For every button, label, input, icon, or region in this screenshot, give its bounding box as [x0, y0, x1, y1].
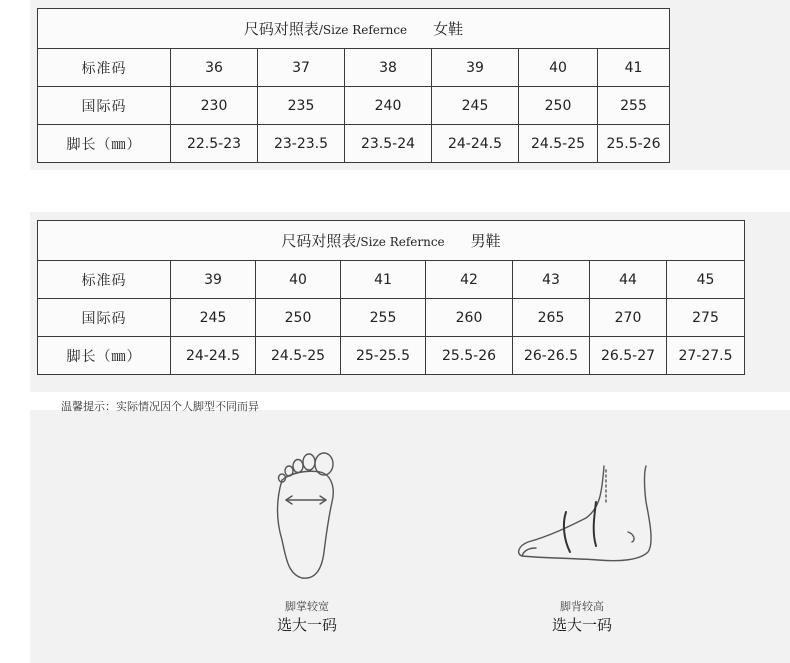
wide-foot-caption-big: 选大一码 [276, 616, 337, 634]
row-label: 标准码 [38, 49, 171, 87]
table-cell: 230 [171, 87, 258, 125]
title-sep: / [318, 23, 323, 37]
table-cell: 275 [667, 299, 745, 337]
high-instep-foot-icon [510, 462, 660, 572]
row-label: 脚长（㎜） [38, 337, 171, 375]
table-cell: 265 [513, 299, 590, 337]
table-cell: 42 [426, 261, 513, 299]
table-cell: 250 [519, 87, 598, 125]
table-cell: 38 [345, 49, 432, 87]
table-cell: 25.5-26 [598, 125, 670, 163]
row-label: 脚长（㎜） [38, 125, 171, 163]
table-cell: 24.5-25 [519, 125, 598, 163]
table-cell: 43 [513, 261, 590, 299]
table-cell: 40 [256, 261, 341, 299]
table-row [38, 261, 745, 299]
table-cell: 40 [519, 49, 598, 87]
title-en: Size Refernce [360, 235, 445, 249]
table-cell: 255 [341, 299, 426, 337]
title-sep: / [356, 235, 361, 249]
table-cell: 24.5-25 [256, 337, 341, 375]
table-cell: 37 [258, 49, 345, 87]
table-cell: 24-24.5 [432, 125, 519, 163]
table-cell: 39 [432, 49, 519, 87]
wide-foot-caption-small: 脚掌较宽 [285, 600, 329, 613]
table-row [38, 49, 670, 87]
table-cell: 25-25.5 [341, 337, 426, 375]
gender-label: 男鞋 [470, 232, 501, 250]
table-cell: 36 [171, 49, 258, 87]
title-en: Size Refernce [322, 23, 408, 37]
table-cell: 250 [256, 299, 341, 337]
table-cell: 23.5-24 [345, 125, 432, 163]
row-label: 国际码 [38, 299, 171, 337]
table-cell: 45 [667, 261, 745, 299]
table-cell: 25.5-26 [426, 337, 513, 375]
table-cell: 245 [171, 299, 256, 337]
table-row [38, 125, 670, 163]
men-size-table [37, 220, 745, 375]
gender-label: 女鞋 [433, 20, 464, 38]
men-table-title [38, 221, 745, 261]
high-instep-caption-big: 选大一码 [551, 616, 612, 634]
table-row [38, 299, 745, 337]
table-cell: 27-27.5 [667, 337, 745, 375]
title-cn: 尺码对照表 [243, 20, 319, 38]
women-table-title [38, 9, 670, 49]
sizing-tip: 温馨提示：实际情况因个人脚型不同而异 [61, 400, 259, 413]
title-cn: 尺码对照表 [281, 232, 357, 250]
table-cell: 39 [171, 261, 256, 299]
table-cell: 26-26.5 [513, 337, 590, 375]
row-label: 标准码 [38, 261, 171, 299]
wide-foot-icon [262, 440, 352, 590]
table-cell: 240 [345, 87, 432, 125]
table-cell: 44 [590, 261, 667, 299]
table-cell: 24-24.5 [171, 337, 256, 375]
table-cell: 235 [258, 87, 345, 125]
table-cell: 23-23.5 [258, 125, 345, 163]
illustration-band [30, 410, 790, 663]
table-cell: 26.5-27 [590, 337, 667, 375]
table-cell: 260 [426, 299, 513, 337]
table-cell: 255 [598, 87, 670, 125]
women-size-table [37, 8, 670, 163]
table-row [38, 337, 745, 375]
table-cell: 270 [590, 299, 667, 337]
table-cell: 41 [598, 49, 670, 87]
table-cell: 41 [341, 261, 426, 299]
table-cell: 245 [432, 87, 519, 125]
table-cell: 22.5-23 [171, 125, 258, 163]
high-instep-caption-small: 脚背较高 [560, 600, 604, 613]
row-label: 国际码 [38, 87, 171, 125]
table-row [38, 87, 670, 125]
